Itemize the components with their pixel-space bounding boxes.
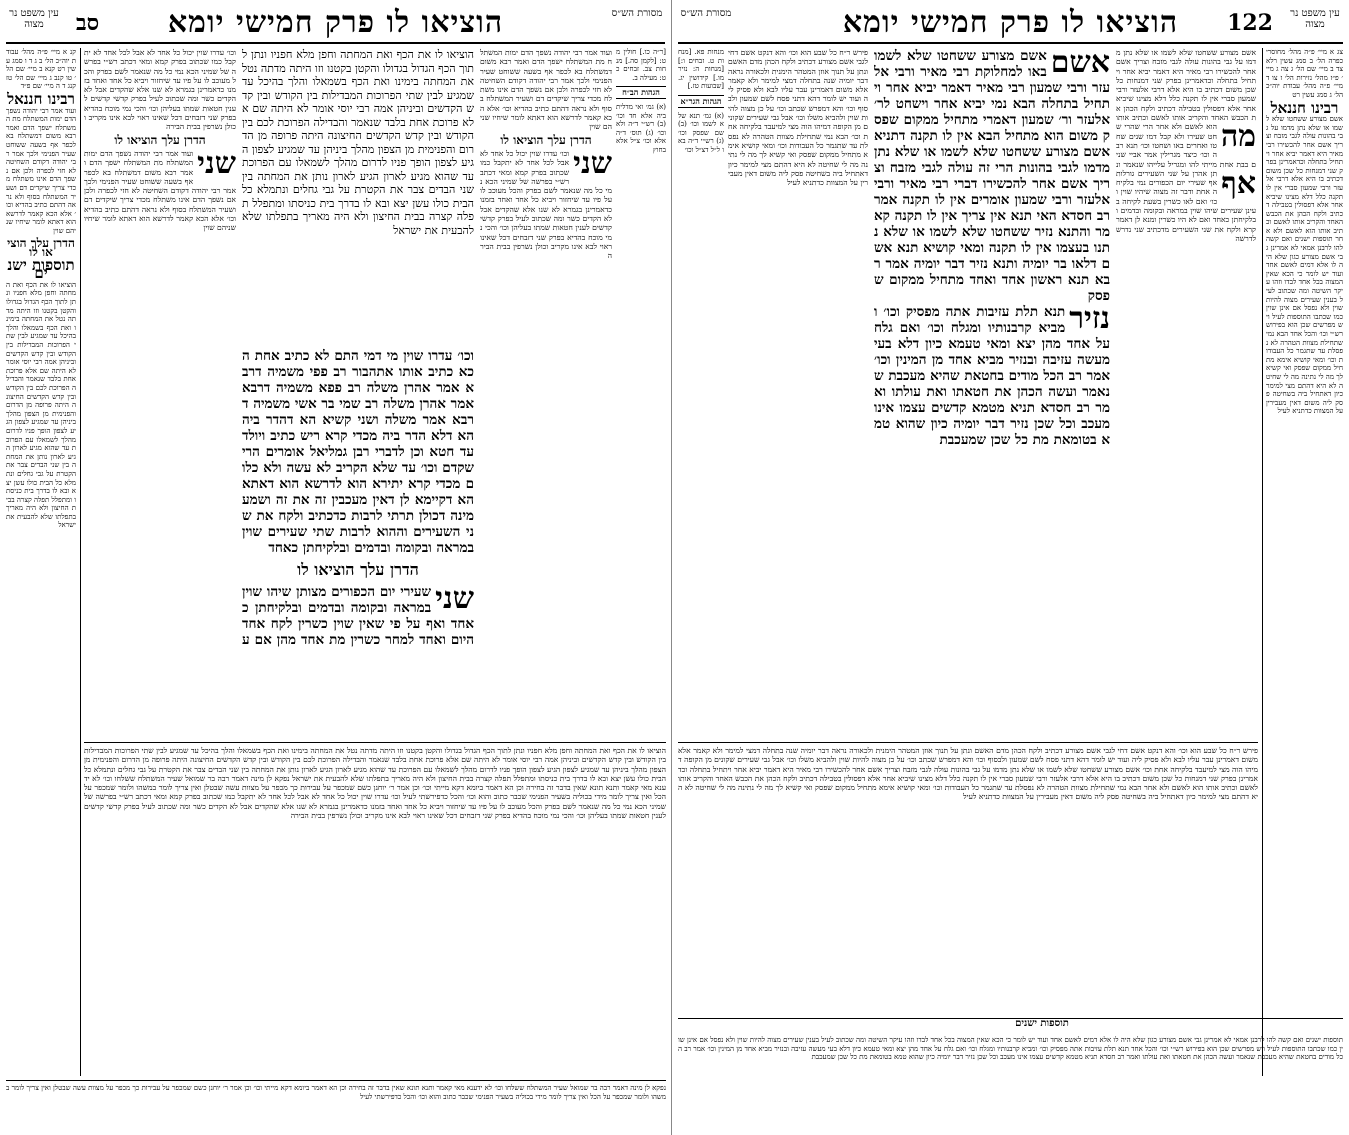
right-footnotes-text-b: תנא תלת עזיבות אתה מפסיק וכו׳ ומביא קרבנותיו ומגלח וכו׳ ואם גלח על אחד מהן יצא ומאי טעמא כיון דלא בעי מעשה עזיבה ובנזיר מביא אחד מן המינין וכו׳ אמר רב הכל מודים בחטאת שהיא מעכבת שנאמר ועשה הכהן את חטאתו ואת עולתו ואמר רב חסדא תניא מטמא קדשים עצמו אינו מעכב וכל שכן נזיר דבר יומיה כיון שהוא טמא בטומאת מת כל שכן שמעכבת — [678, 1044, 1343, 1062]
right-rabbenu-chananel-text-a: אשם מצורע ששחטו שלא לשמו או שלא נתן מדמו על גבי בהונות עולה לגבי מזבח וצריך אשם אחר להכשירו רבי מאיר היא דאמר יביא אחר ויתחיל בתחלה וכדאמרינן בפרק שני דמנחות כל שכן משום דכתיב בו היא אלא דרבי אלעזר ורבי שמעון סברי אין לו תקנה כלל דלא מצינו שיביא אחר אלא דפסולין בטבילה דכתיב ולקח הכהן את הכבש האחד והקריב אותו לאשם וכתיב אותו הוא לאשם ולא אחר — [1266, 115, 1343, 244]
right-tosafot-yeshanim-heading: תוספות ישנים — [1015, 1020, 1069, 1029]
right-footnotes-text-a: תוספות ישנים ואם קשה להו לרבנן אמאי לא אמרינן גבי אשם מצורע כגון שלא היה לו אלא דמים לאשם אחד ועוד יש לומר כי הכא שאין המצוה בכל אחד לבדו וזהו עיקר השיטה ומה שכתוב לעיל בענין שעירים מצוה להיות שוין ולא נפסל אם אינן שוין כמו שכתבו התוספות לעיל ויש מפרשים שכן הוא בפירוש רש״י וכו׳ והכל אחד — [678, 1036, 1343, 1053]
left-masoret-text: [ר״ה כו.] חולין מט: [לקמן סה.] מנחות צב. זבחים כט: מעילה ב. — [616, 48, 666, 82]
left-footnote-divider — [6, 1080, 666, 1081]
right-margin-divider — [1262, 48, 1263, 1076]
left-rabbenu-chananel-text: ועוד אמר רבי יהודה נשפך הדם ימות המשתלח מת המשתלח ישפך הדם ואמר רבא משום דמשתלח בא לכפר אף בשעה ששוחט שעיר הפנימי ולכך אמר רבי יהודה דקודם השחיטה לא חזי לכפרה ולכן אם נשפך הדם אינו משתלח מכדי צריך שיקדים דם ושעיר המשתלח בסוף ולא נראה דהתם כתיב בהדיא וכו׳ אלא הכא קאמר לדרשא הוא דאתא לומר שיחיו שניהם שוין — [6, 106, 76, 235]
right-tosafot-column — [728, 48, 868, 738]
right-af-word: אף — [1221, 165, 1256, 201]
right-tosafot-text-b: הבא נמי שתחילת מצוות הטהרה לא נפסלת עד שתגמר כל העבודות וכו׳ ומאי קושיא אימא מתחיל ממקום שפסק ואי קשיא לך מה לי נתינה מה לי שחיטה לא היא דהתם מצי למימר כיון דאתחיל ביה בשחיטה פסק ליה משום דאין מעבירין על המצוות כדתניא לעיל — [728, 131, 868, 188]
left-outer-margin — [6, 48, 76, 1076]
left-gemara-main-text: וכו׳ עדרו שוין מי דמי התם לא כתיב אחת הכא כתיב אותו אתהבור רב פפי משמיה דרבא אמר אהרן משלה רב פפא משמיה דרבא אמר אהרן משלה רב שמי בר אשי משמיה דרבא אמר משלה ושני קשיא הא דהדר ביה הא דלא הדר ביה מכדי קרא ריש כתיב ויולד עד חטא וכן לדברי רבן גמליאל אומרים הרי שקדם וכו׳ עד שלא הקריב לא עשה ולא כלום מכדי קרא יתירא הוא לדרשא הוא דאתא הא דקיימא לן דאין מעכבין זה את זה ושמע מינה דכולן תרתי לרבות כדכתיב ולקח את שני השעירים וההוא לרבות שתי שעירים שוין במראה ובקומה ובדמים ובלקיחתן כאחד — [242, 348, 474, 556]
left-corner-right-label: מסורת הש״ס — [611, 8, 663, 19]
right-footnote-divider — [678, 1018, 1343, 1019]
right-folio-number: 122 — [1227, 10, 1273, 36]
left-tosafot-hadran: הדרן עלך הוציאו לו — [114, 132, 206, 147]
right-ma-word: מה — [1220, 119, 1256, 155]
right-page-header — [678, 6, 1343, 44]
right-rashi-text-a: אשם מצורע ששחטו שלא לשמו או שלא נתן מדמו על גבי בהונות עולה לגבי מזבח וצריך אשם אחר להכשירו רבי מאיר היא דאמר יביא אחר ויתחיל בתחלה וכדאמרינן בפרק שני דמנחות כל שכן משום דכתיב בו היא אלא דרבי אלעזר ורבי שמעון סברי אין לו תקנה כלל דלא מצינו שיביא אחר אלא דפסולין בטבילה דכתיב ולקח הכהן את הכבש האחד והקריב אותו לאשם וכתיב אותו הוא לאשם ולא אחר — [1116, 48, 1256, 132]
left-tosafot-yeshanim-text: הוציאו לו את הכף ואת המחתה וחפן מלא חפניו ונתן לתוך הכף הגדול בגדולו והקטן בקטנו וזו היתה מדתה נטל את המחתה בימינו ואת הכף בשמאלו והלך בהיכל עד שמגיע לבין שתי הפרוכות המבדילות בין הקודש ובין קדש הקדשים וביניהן אמה רבי יוסי אומר לא היתה שם אלא פרוכת אחת בלבד שנאמר והבדילה הפרוכת לכם בין הקודש ובין קדש הקדשים החיצונה היתה פרופה מן הדרום והפנימית מן הצפון מהלך ביניהן עד שמגיע לצפון הגיע לצפון הופך פניו לדרום מהלך לשמאלו עם הפרוכת עד שהוא מגיע לארון הגיע לארון נותן את המחתה בין שני הבדים צבר את הקטרת על גבי גחלים ונתמלא כל הבית כולו עשן יצא ובא לו בדרך בית כניסתו ומתפלל תפלה קצרה בבית החיצון ולא היה מאריך בתפלתו שלא להבעית את ישראל — [6, 280, 76, 530]
right-nazir-text: תנא תלת עזיבות אתה מפסיק וכו׳ ומביא קרבנותיו ומגלח וכו׳ ואם גלח על אחד מהן יצא ומאי טעמא כיון דלא בעי מעשה עזיבה ובנזיר מביא אחד מן המינין וכו׳ אמר רב הכל מודים בחטאת שהיא מעכבת שנאמר ועשה הכהן את חטאתו ואת עולתו ואמר רב חסדא תניא מטמא קדשים עצמו אינו מעכב וכל שכן נזיר דבר יומיה כיון שהוא טמא בטומאת מת כל שכן שמעכבת — [874, 304, 1110, 448]
left-rashi-hadran: הדרן עלך הוציאו לו — [500, 132, 592, 147]
left-hagahot-text: (א) גמ׳ ואי מדלית ביה אלא חד וכו׳ (ב) רש״י ד״ה ולא וכו׳ (ג) תוס׳ ד״ה אלא וכו׳ צ״ל אלא בחוץ — [616, 102, 666, 154]
left-tosafot-column — [84, 48, 236, 738]
left-bottom-tosafot-text-b: נפקא לן מינה דאמר רבה בר שמואל שעיר המשתלח ששלחו וכו׳ לא ידענא מאי קאמר ותנא תונא שאין בדבר זה בחירה וכן הא דאמר ביומא דקא מייתי וכו׳ וכן אמר ר׳ יוחנן כשם שמכפר על עבירות כך מכפר על מצוות עשה שבטלן ואין צריך לומר במשהו ולומר שמכפר על הכל ואין צריך לומר מידי בכוליה בשעיר הפנימי שכבר כתוב והוא וכו׳ והכל כדפירשתי לעיל — [84, 773, 666, 802]
right-hagahot-heading: הגהות הגר״א — [678, 95, 724, 108]
right-bottom-tosafot-text-c: הבא נמי שתחילת מצוות הטהרה לא נפסלת עד שתגמר כל העבודות וכו׳ ומאי קושיא אימא מתחיל ממקום שפסק ואי קשיא לך מה לי נתינה מה לי שחיטה לא היא דהתם מצי למימר כיון דאתחיל ביה בשחיטה פסק ליה משום דאין מעבירין על המצוות כדתניא לעיל — [678, 783, 1258, 802]
left-page — [0, 0, 672, 1135]
left-rashi-opening: שני — [573, 145, 612, 181]
right-bottom-tosafot-text-a: פירש ר״ח כל שבע הוא וכו׳ והא דנקט אשם דחי לגבי אשם מצורע דכתיב ולקח הכהן מדם האשם ונתן על תנוך אוזן המטהר הימנית ולכאורה נראה דבר יומיה שנה בתחלה דמצי למימר ולא קאמר אלא משום דאמרינן עבר עליו לבא ולא פסיק ליה ועוד יש לומר דהא דתני פסח לשם שמעון ולבסוף וכו׳ והא דמפרש שכתב וכו׳ על כן מצוה להיות שוין ולהביא משלו וכו׳ אבל גבי שעירים שקונים מן הקופה דמיהו הוה מצי למיעבד בלקיחה אחת וכו׳ — [678, 746, 1258, 774]
right-af-text: אף שעירי יום הכפורים נמי בלקיחה אחת ודבר זה מצוה שיהיו שוין וכו׳ ואם לאו כשרין בשעת לקיחה בעינן שעירים שיהו שוין במראה ובקומה ובדמים ובלקיחתן כאחד ואם לא היו כשרין ומנא לן דאמר קרא ולקח את שני השעירים מדכתיב שני נדרש לדרשה — [1116, 178, 1256, 243]
left-bottom-divider — [84, 742, 666, 743]
right-corner-left-label: מסורת הש״ס — [680, 8, 732, 19]
left-tosafot-text-a: וכו׳ עדרו שוין יכול כל אחד לא אבל לכל אחד לא יתקבל כמו שכתוב בפרק קמא ומאי דכתב רש״י בפרשה של שמיני הכא נמי כל מה שנאמר לשם בפרק והכל מעוכב לו על פיו עד שיחזור ויביא כל אחד ואחד בזמנו כדאמרינן בגמרא לא שנו אלא שהקדים אבל לא הקדים כשר ומה שכתוב לעיל בפרק קדשי קדשים לענין חטאות שמתו בעליהן וכו׳ והכי נמי מוכח בהדיא בפרק שני דזבחים דכל שאינו ראוי לבא אינו מקריב וכולן נשרפין בבית הבירה — [84, 48, 236, 132]
left-gemara-hadran: הדרן עלך הוציאו לו — [297, 560, 419, 579]
right-opening-word: אשם — [1050, 48, 1110, 80]
left-page-header — [6, 6, 665, 44]
left-bottom-tosafot — [84, 746, 666, 1076]
right-tosafot-text-a: פירש ר״ח כל שבע הוא וכו׳ והא דנקט אשם דחי לגבי אשם מצורע דכתיב ולקח הכהן מדם האשם ונתן על תנוך אוזן המטהר הימנית ולכאורה נראה דבר יומיה שנה בתחלה דמצי למימר ולא קאמר אלא משום דאמרינן עבר עליו לבא ולא פסיק ליה ועוד יש לומר דהא דתני פסח לשם שמעון ולבסוף וכו׳ והא דמפרש שכתב וכו׳ על כן מצוה להיות שוין ולהביא משלו וכו׳ אבל גבי שעירים שקונים מן הקופה דמיהו הוה מצי למיעבד בלקיחה אחת וכו׳ — [728, 48, 868, 141]
right-ein-mishpat: צג א מיי׳ פ״ה מהל׳ מחוסרי כפרה הל׳ ב סמג עשין רלא צד ב מיי׳ שם הל׳ ג צה ג מיי׳ פ״ז מהל׳ נזירות הל׳ ז צו ד מיי׳ פ״ה מהל׳ עבודת יוה״כ הל׳ ג סמג עשין רט — [1266, 48, 1343, 99]
right-nazir-word: נזיר — [1069, 301, 1110, 336]
left-page-title: הוציאו לו פרק חמישי יומא — [167, 5, 504, 40]
right-outer-margin — [1266, 48, 1343, 1076]
right-gemara-column — [874, 48, 1110, 738]
left-gemara-main — [242, 348, 474, 648]
right-rabbenu-chananel-heading: רבינו חננאל — [1270, 98, 1339, 117]
left-tosafot-text-b: ועוד אמר רבי יהודה נשפך הדם ימות המשתלח מת המשתלח ישפך הדם ואמר רבא משום דמשתלח בא לכפר אף בשעה ששוחט שעיר הפנימי ולכך אמר רבי יהודה דקודם השחיטה לא חזי לכפרה ולכן אם נשפך הדם אינו משתלח מכדי צריך שיקדים דם ושעיר המשתלח בסוף ולא נראה דהתם כתיב בהדיא וכו׳ אלא הכא קאמר לדרשא הוא דאתא לומר שיחיו שניהם שוין — [84, 148, 236, 233]
right-rabbenu-chananel-text-c: הבא נמי שתחילת מצוות הטהרה לא נפסלת עד שתגמר כל העבודות וכו׳ ומאי קושיא אימא מתחיל ממקום שפסק ואי קשיא לך מה לי נתינה מה לי שחיטה לא היא דהתם מצי למימר כיון דאתחיל ביה בשחיטה פסק ליה משום דאין מעבירין על המצוות כדתניא לעיל — [1266, 330, 1343, 416]
left-ein-mishpat: קנ א מיי׳ פ״ה מהל׳ עבודת יוה״כ הל׳ ב ג ד ו סמג עשין רט קנא ב מיי׳ שם הל׳ טו קנב ג מיי׳ שם הל׳ טז קנג ד ה מיי׳ שם פ״ד — [6, 48, 76, 91]
right-bottom-tosafot — [678, 746, 1258, 1016]
right-ma-text: הרי שהרי שחט שעירו ולא קבל דמו שנים שחטו ואחרים באו ושחטו וכו׳ תנא רבה וכו׳ כיצד מגרילין אמר אביי שנים בבת אחת מייתי להו ומגריל עלייהו שנאמר ונתן אהרן על שני השעירים גורלות — [1116, 122, 1256, 178]
right-footnotes — [678, 1036, 1343, 1130]
left-mishna-opening-word: שני — [435, 581, 474, 616]
left-footnotes — [6, 1084, 666, 1130]
right-rabbenu-chananel-text-b: תוספות ישנים ואם קשה להו לרבנן אמאי לא אמרינן גבי אשם מצורע כגון שלא היה לו אלא דמים לאשם אחד ועוד יש לומר כי הכא שאין המצוה בכל אחד לבדו וזהו עיקר השיטה ומה שכתוב לעיל בענין שעירים מצוה להיות שוין ולא נפסל אם אינן שוין כמו שכתבו התוספות לעיל ויש מפרשים שכן הוא בפירוש רש״י וכו׳ והכל אחד — [1266, 235, 1343, 338]
left-folio-number: סב — [76, 10, 100, 36]
right-hagahot-text: (א) גמ׳ תנא שלא לשמו וכו׳ (ב) שם שפסק וכו׳ (ג) רש״י ד״ה באו ל״ל דצ״ל וכו׳ — [678, 111, 724, 154]
left-footnotes-text: נפקא לן מינה דאמר רבה בר שמואל שעיר המשתלח ששלחו וכו׳ לא ידענא מאי קאמר ותנא תונא שאין בדבר זה בחירה וכן הא דאמר ביומא דקא מייתי וכו׳ וכן אמר ר׳ יוחנן כשם שמכפר על עבירות כך מכפר על מצוות עשה שבטלן ואין צריך לומר במשהו ולומר שמכפר על הכל ואין צריך לומר מידי בכוליה בשעיר הפנימי שכבר כתוב והוא וכו׳ והכל כדפירשתי לעיל — [6, 1084, 666, 1101]
right-bottom-divider — [678, 742, 1258, 743]
left-masoret-margin — [616, 48, 666, 738]
right-rashi-column — [1116, 48, 1256, 738]
left-rashi-column — [480, 48, 612, 738]
right-page-title: הוציאו לו פרק חמישי יומא — [842, 5, 1179, 40]
left-rabbenu-chananel-heading: רבינו חננאל — [7, 89, 75, 108]
left-corner-label: עין משפט נר מצוה — [9, 8, 59, 30]
right-page — [672, 0, 1349, 1135]
left-margin-hadran: הדרן עלך הוציאו לו — [7, 236, 75, 260]
left-bottom-tosafot-text-c: וכו׳ עדרו שוין יכול כל אחד לא אבל לכל אחד לא יתקבל כמו שכתוב בפרק קמא ומאי דכתב רש״י בפרשה של שמיני הכא נמי כל מה שנאמר לשם בפרק והכל מעוכב לו על פיו עד שיחזור ויביא כל אחד ואחד בזמנו כדאמרינן בגמרא לא שנו אלא שהקדים אבל לא הקדים כשר ומה שכתוב לעיל בפרק קדשי קדשים לענין חטאות שמתו בעליהן וכו׳ והכי נמי מוכח בהדיא בפרק שני דזבחים דכל שאינו ראוי לבא אינו מקריב וכולן נשרפין בבית הבירה — [84, 792, 666, 821]
right-gemara-text: אשם מצורע ששחטו שלא לשמו באו למחלוקת רבי מאיר ורבי אלעזר ורבי שמעון רבי מאיר דאמר יביא אחר ויתחיל בתחלה הבא נמי יביא אחר וישחט לר׳ אלעזר ור׳ שמעון דאמרי מתחיל ממקום שפסק משום הוא מתחיל הבא אין לו תקנה דתניא אשם מצורע ששחטו שלא לשמו או שלא נתן מדמו לגבי בהונות הרי זה עולה לגבי מזבח וצריך אשם אחר להכשירו דברי רבי מאיר ורבי אלעזר ורבי שמעון אומרים אין לו תקנה אמר רב חסדא האי תנא אין צריך אין לו תקנה קאמר והתנא נזיר ששחטו שלא לשמו או שלא נתנו בעצמו אין לו תקנה ומאי קושיא תנא אשם דלאו בר יומיה ותנא נזיר דבר יומיה אמר רבא תנא ראשון אחד ואחד מתחיל ממקום שפסק — [874, 48, 1110, 304]
left-rashi-text-b: וכו׳ עדרו שוין יכול כל אחד לא אבל לכל אחד לא יתקבל כמו שכתוב בפרק קמא ומאי דכתב רש״י בפרשה של שמיני הכא נמי כל מה שנאמר לשם בפרק והכל מעוכב לו על פיו עד שיחזור ויביא כל אחד ואחד בזמנו כדאמרינן בגמרא לא שנו אלא שהקדים אבל לא הקדים כשר ומה שכתוב לעיל בפרק קדשי קדשים לענין חטאות שמתו בעליהן וכו׳ והכי נמי מוכח בהדיא בפרק שני דזבחים דכל שאינו ראוי לבא אינו מקריב וכולן נשרפין בבית הבירה — [480, 148, 612, 261]
left-rashi-text-a: ועוד אמר רבי יהודה נשפך הדם ימות המשתלח מת המשתלח ישפך הדם ואמר רבא משום דמשתלח בא לכפר אף בשעה ששוחט שעיר הפנימי ולכך אמר רבי יהודה דקודם השחיטה לא חזי לכפרה ולכן אם נשפך הדם אינו משתלח מכדי צריך שיקדים דם ושעיר המשתלח בסוף ולא נראה דהתם כתיב בהדיא וכו׳ אלא הכא קאמר לדרשא הוא דאתא לומר שיחיו שניהם שוין — [480, 48, 612, 132]
right-masoret-text: מנחות פא. [מנחות ט. זבחים ו:] [מנחות ה: נזיר מו.] קידושין יג. [שבועות טז.] — [678, 48, 724, 91]
left-mishna-text: שעירי יום הכפורים מצותן שיהו שוין במראה ובקומה ובדמים ובלקיחתן כאחד ואף על פי שאין שוין כשרין לקח אחד היום ואחד למחר כשרין מת אחד מהן אם ע — [242, 584, 474, 648]
left-tosafot-yeshanim-heading: תוספות ישנים — [7, 255, 75, 283]
left-gemara-top — [242, 48, 474, 348]
left-margin-divider — [80, 48, 81, 1076]
left-tosafot-opening: שני — [197, 145, 236, 181]
left-hagahot-heading: הגהות הב״ח — [616, 86, 666, 99]
left-bottom-tosafot-text-a: הוציאו לו את הכף ואת המחתה וחפן מלא חפניו ונתן לתוך הכף הגדול בגדולו והקטן בקטנו וזו היתה מדתה נטל את המחתה בימינו ואת הכף בשמאלו והלך בהיכל עד שמגיע לבין שתי הפרוכות המבדילות בין הקודש ובין קדש הקדשים וביניהן אמה רבי יוסי אומר לא היתה שם אלא פרוכת אחת בלבד שנאמר והבדילה הפרוכת לכם בין הקודש ובין קדש הקדשים החיצונה היתה פרופה מן הדרום והפנימית מן הצפון מהלך ביניהן עד שמגיע לצפון הגיע לצפון הופך פניו לדרום מהלך לשמאלו עם הפרוכת עד שהוא מגיע לארון הגיע לארון נותן את המחתה בין שני הבדים צבר את הקטרת על גבי גחלים ונתמלא כל הבית כולו עשן יצא ובא לו בדרך בית כניסתו ומתפלל תפלה קצרה בבית החיצון ולא היה מאריך בתפלתו שלא להבעית את ישראל — [84, 746, 666, 783]
left-gemara-top-text: הוציאו לו את הכף ואת המחתה וחפן מלא חפניו ונתן לתוך הכף הגדול בגדולו והקטן בקטנו וזו היתה מדתה נטל את המחתה בימינו ואת הכף בשמאלו והלך בהיכל עד שמגיע לבין שתי הפרוכות המבדילות בין הקודש ובין קדש הקדשים וביניהן אמה רבי יוסי אומר לא היתה שם אלא פרוכת אחת בלבד שנאמר והבדילה הפרוכת לכם בין הקודש ובין קדש הקדשים החיצונה היתה פרופה מן הדרום והפנימית מן הצפון מהלך ביניהן עד שמגיע לצפון הגיע לצפון הופך פניו לדרום מהלך לשמאלו עם הפרוכת עד שהוא מגיע לארון הגיע לארון נותן את המחתה בין שני הבדים צבר את הקטרת על גבי גחלים ונתמלא כל הבית כולו עשן יצא ובא לו בדרך בית כניסתו ומתפלל תפלה קצרה בבית החיצון ולא היה מאריך בתפלתו שלא להבעית את ישראל — [242, 48, 474, 237]
right-corner-label: עין משפט נר מצוה — [1290, 8, 1340, 30]
right-bottom-tosafot-text-b: אשם מצורע ששחטו שלא לשמו או שלא נתן מדמו על גבי בהונות עולה לגבי מזבח וצריך אשם אחר להכשירו רבי מאיר היא דאמר יביא אחר ויתחיל בתחלה וכדאמרינן בפרק שני דמנחות כל שכן משום דכתיב בו היא אלא דרבי אלעזר ורבי שמעון סברי אין לו תקנה כלל דלא מצינו שיביא אחר אלא דפסולין בטבילה דכתיב ולקח הכהן את הכבש האחד והקריב אותו לאשם וכתיב אותו הוא לאשם ולא אחר — [678, 764, 1258, 793]
right-masoret-margin — [678, 48, 724, 738]
